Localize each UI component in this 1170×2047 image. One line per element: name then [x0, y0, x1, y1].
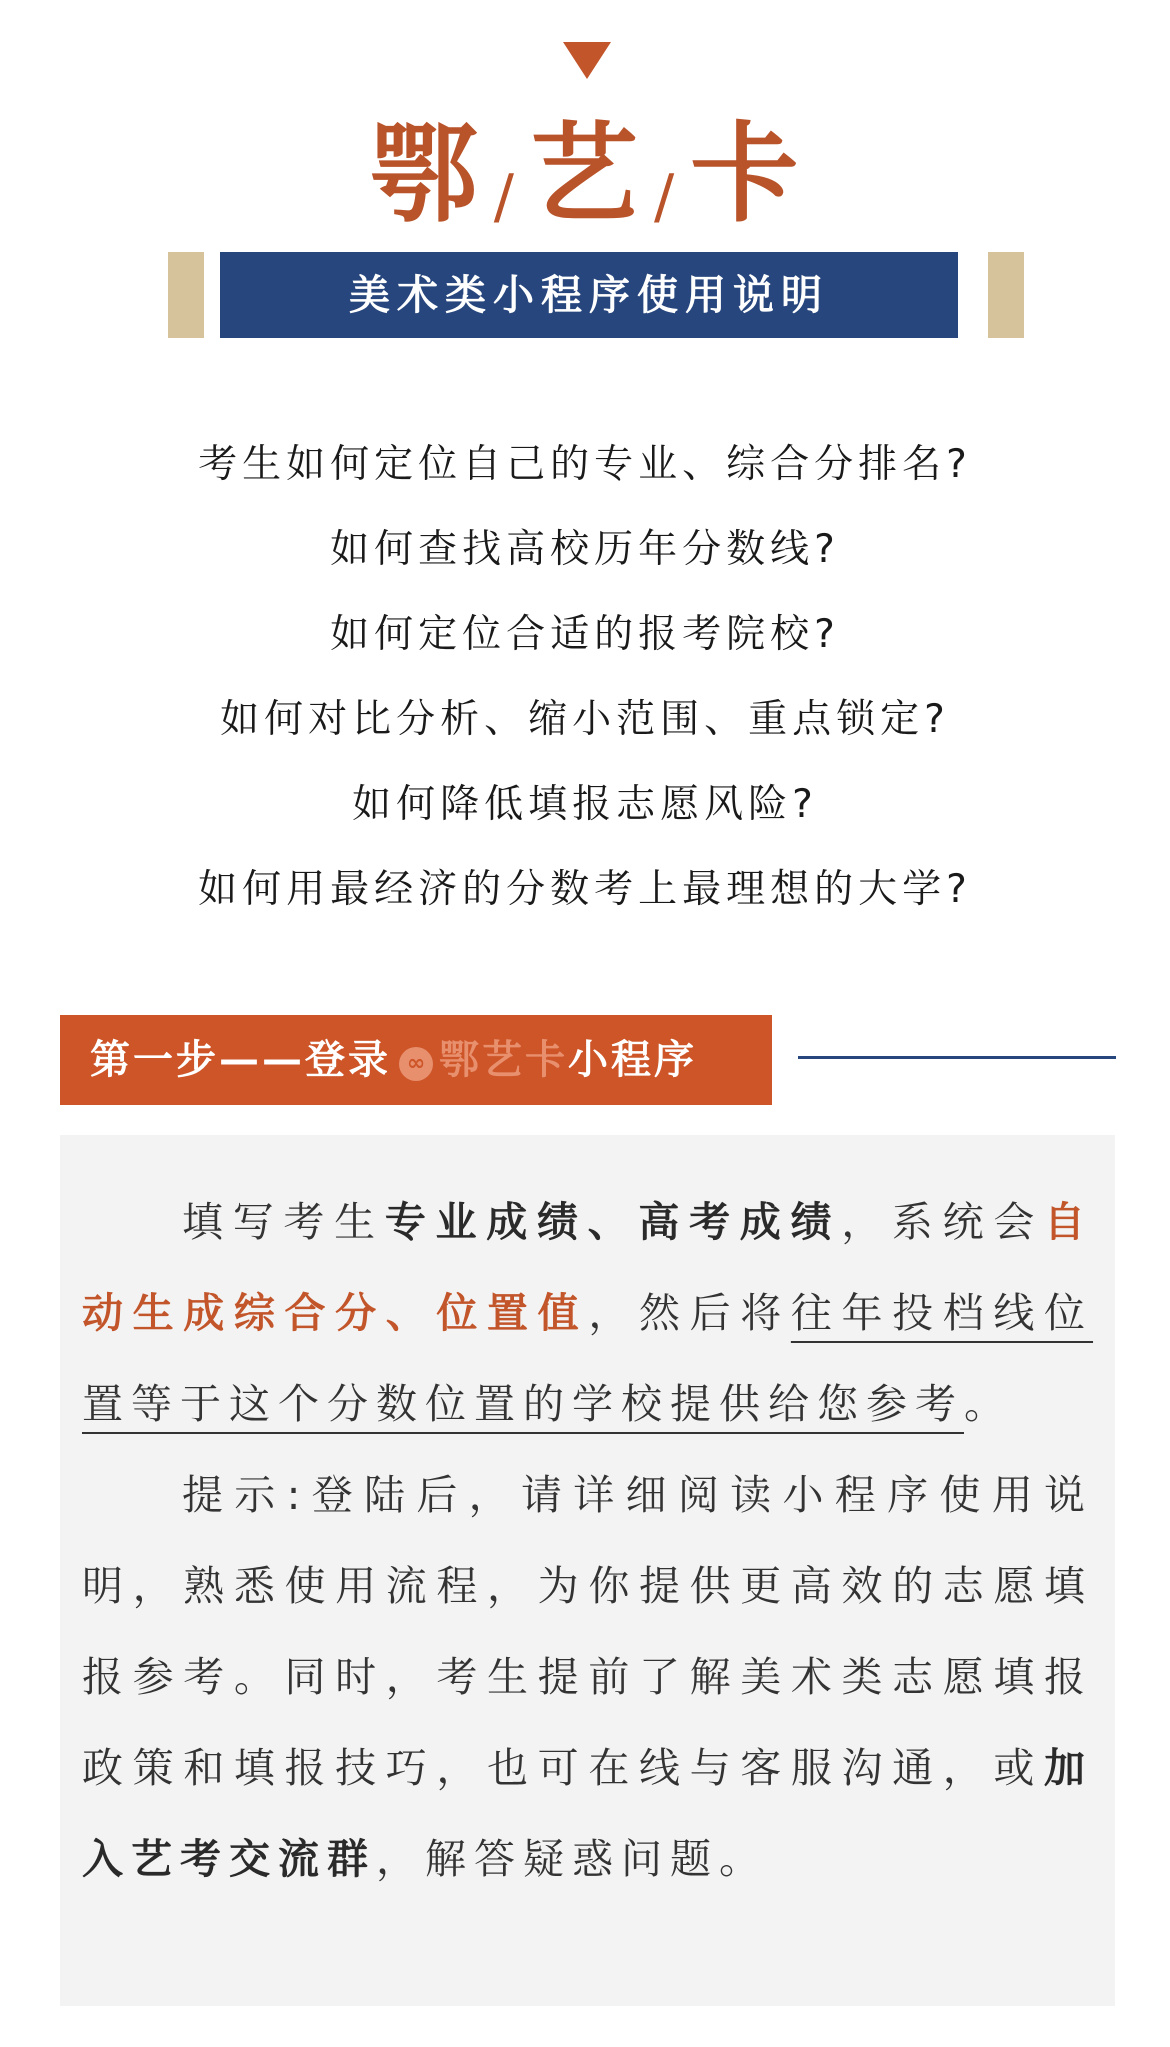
text: ，然后将 [588, 1289, 791, 1337]
brand-title [0, 110, 1170, 240]
question-item: 如何查找高校历年分数线? [330, 527, 840, 572]
mini-program-icon: ∞ [399, 1047, 433, 1081]
paragraph-tip [82, 1450, 1093, 1905]
brand-char-2: 艺 [529, 112, 640, 237]
question-list [0, 436, 1170, 946]
step-divider-line [798, 1056, 1116, 1059]
subtitle-banner: 美术类小程序使用说明 [220, 252, 958, 338]
down-triangle-icon [563, 42, 611, 79]
banner-left-accent [168, 252, 204, 338]
step-one-header [60, 1015, 772, 1105]
question-item: 考生如何定位自己的专业、综合分排名? [198, 442, 972, 487]
brand-slash-2: / [654, 162, 677, 232]
text: 提示:登陆后，请详细阅读小程序使用说明，熟悉使用流程，为你提供更高效的志愿填报参考。同时，考生提前了解美术类志愿填报政策和填报技巧，也可在线与客服沟通，或 [82, 1471, 1093, 1792]
highlight-auto-generate: 自动生成综合分、位置值 [82, 1198, 1094, 1337]
question-item: 如何定位合适的报考院校? [330, 612, 840, 657]
bold-gaokao-score: 高考成绩 [638, 1198, 842, 1246]
question-item: 如何对比分析、缩小范围、重点锁定? [220, 697, 950, 742]
question-item: 如何用最经济的分数考上最理想的大学? [198, 867, 972, 912]
question-item: 如何降低填报志愿风险? [352, 782, 818, 827]
brand-char-3: 卡 [690, 112, 801, 237]
step-one-suffix: 小程序 [568, 1037, 697, 1083]
bold-join-group: 加入艺考交流群 [82, 1744, 1093, 1883]
text: ，解答疑惑问题。 [376, 1835, 768, 1883]
content-panel [60, 1135, 1115, 2006]
text: 、 [587, 1198, 639, 1246]
paragraph-intro [82, 1177, 1093, 1450]
mini-program-link[interactable]: 鄂艺卡 [439, 1037, 568, 1083]
step-one-prefix: 第一步——登录 [90, 1037, 391, 1083]
banner-right-accent [988, 252, 1024, 338]
brand-char-1: 鄂 [369, 112, 480, 237]
brand-slash-1: / [493, 162, 516, 232]
bold-professional-score: 专业成绩 [384, 1198, 588, 1246]
text: ，系统会 [841, 1198, 1045, 1246]
underlined-reference: 往年投档线位置等于这个分数位置的学校提供给您参考 [82, 1289, 1094, 1428]
text: 。 [964, 1380, 1013, 1428]
text: 填写考生 [182, 1198, 385, 1246]
